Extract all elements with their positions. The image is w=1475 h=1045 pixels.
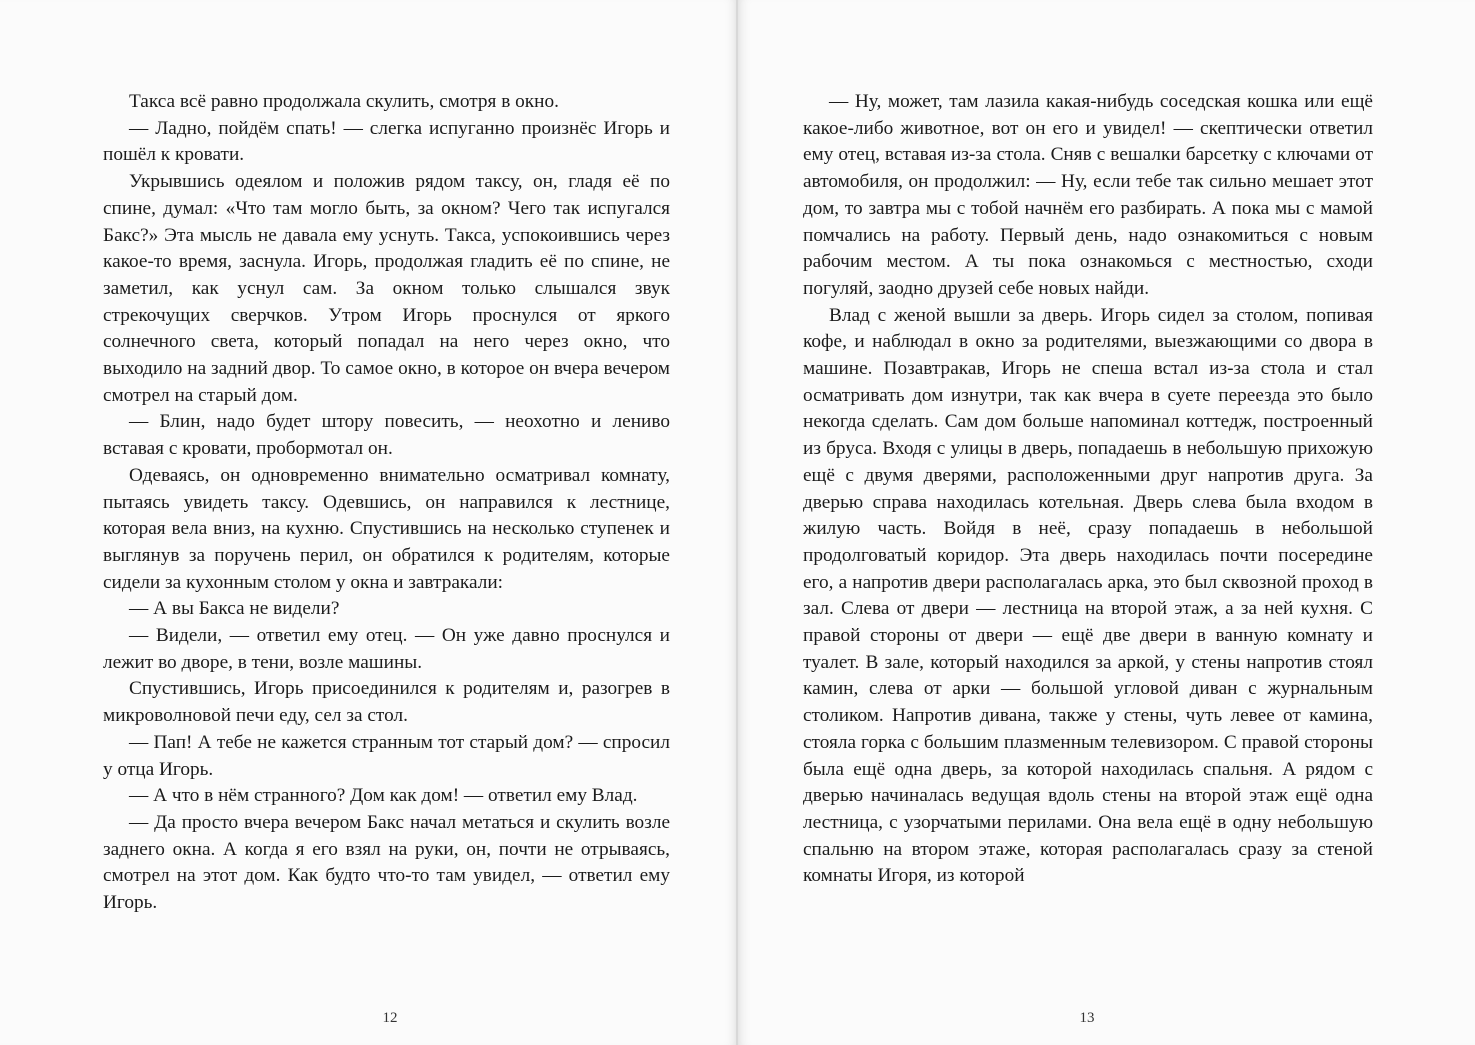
left-page (0, 0, 737, 1045)
page-number: 12 (382, 1010, 398, 1026)
paragraph: — А вы Бакса не видели? (129, 598, 340, 620)
left-page-text (103, 89, 670, 917)
paragraph: — Ну, может, там лазила какая-нибудь соседская кошка или ещё какое-либо животное, вот он его и увидел! — скептически ответил ему отец, вставая из-за стола. Сняв с вешалки барсетку с ключами от автомобиля, он продолжил: — Ну, если тебе так сильно мешает этот дом, то завтра мы с тобой начнём его разбирать. А пока мы с мамой помчались на работу. Первый день, надо ознакомиться с новым рабочим местом. А ты пока ознакомься с местностью, сходи погуляй, заодно друзей себе новых найди. (803, 91, 1373, 299)
paragraph: Одеваясь, он одновременно внимательно осматривал комнату, пытаясь увидеть таксу. Одевшись, он направился к лестнице, которая вела вниз, на кухню. Спустившись на несколько ступенек и выглянув за поручень перил, он обратился к родителям, которые сидели за кухонным столом у окна и завтракали: (103, 464, 670, 593)
paragraph: — А что в нём странного? Дом как дом! — ответил ему Влад. (129, 785, 638, 807)
paragraph: Укрывшись одеялом и положив рядом таксу, он, гладя её по спине, думал: «Что там могло быть, за окном? Чего так испугался Бакс?» Эта мысль не давала ему уснуть. Такса, успокоившись через какое-то время, заснула. Игорь, продолжая гладить её по спине, не заметил, как уснул сам. За окном только слышался звук стрекочущих сверчков. Утром Игорь проснулся от яркого солнечного света, который попадал на него через окно, что выходило на задний двор. То самое окно, в которое он вчера вечером смотрел на старый дом. (103, 171, 670, 406)
paragraph: Такса всё равно продолжала скулить, смотря в окно. (129, 91, 559, 112)
page-number: 13 (1079, 1010, 1095, 1026)
paragraph: — Блин, надо будет штору повесить, — неохотно и лениво вставая с кровати, пробормотал он. (103, 411, 670, 460)
right-page-text (803, 89, 1373, 890)
paragraph: — Пап! А тебе не кажется странным тот старый дом? — спросил у отца Игорь. (103, 731, 670, 780)
paragraph: — Ладно, пойдём спать! — слегка испуганно произнёс Игорь и пошёл к кровати. (103, 117, 670, 166)
paragraph: Влад с женой вышли за дверь. Игорь сидел за столом, попивая кофе, и наблюдал в окно за родителями, выезжающими со двора в машине. Позавтракав, Игорь не спеша встал из-за стола и стал осматривать дом изнутри, так как вчера в суете переезда это было некогда сделать. Сам дом больше напоминал коттедж, построенный из бруса. Входя с улицы в дверь, попадаешь в небольшую прихожую ещё с двумя дверями, расположенными друг напротив друга. За дверью справа находилась котельная. Дверь слева была входом в жилую часть. Войдя в неё, сразу попадаешь в небольшой продолговатый коридор. Эта дверь находилась почти посередине его, а напротив двери располагалась арка, это был сквозной проход в зал. Слева от двери — лестница на второй этаж, а за ней кухня. С правой стороны от двери — ещё две двери в ванную комнату и туалет. В зале, который находился за аркой, у стены напротив стоял камин, слева от арки — большой угловой диван с журнальным столиком. Напротив дивана, также у стены, чуть левее от камина, стояла горка с большим плазменным телевизором. С правой стороны была ещё одна дверь, за которой находилась спальня. А рядом с дверью начиналась ведущая вдоль стены на второй этаж ещё одна лестница, с узорчатыми перилами. Она вела ещё в одну небольшую спальню на втором этаже, которая располагалась сразу за стеной комнаты Игоря, из которой (803, 304, 1373, 887)
paragraph: — Видели, — ответил ему отец. — Он уже давно проснулся и лежит во дворе, в тени, возле машины. (103, 625, 670, 673)
paragraph: — Да просто вчера вечером Бакс начал метаться и скулить возле заднего окна. А когда я его взял на руки, он, почти не отрываясь, смотрел на этот дом. Как будто что-то там увидел, — ответил ему Игорь. (103, 811, 670, 914)
paragraph: Спустившись, Игорь присоединился к родителям и, разогрев в микроволновой печи еду, сел за стол. (103, 678, 670, 727)
right-page (738, 0, 1475, 1045)
